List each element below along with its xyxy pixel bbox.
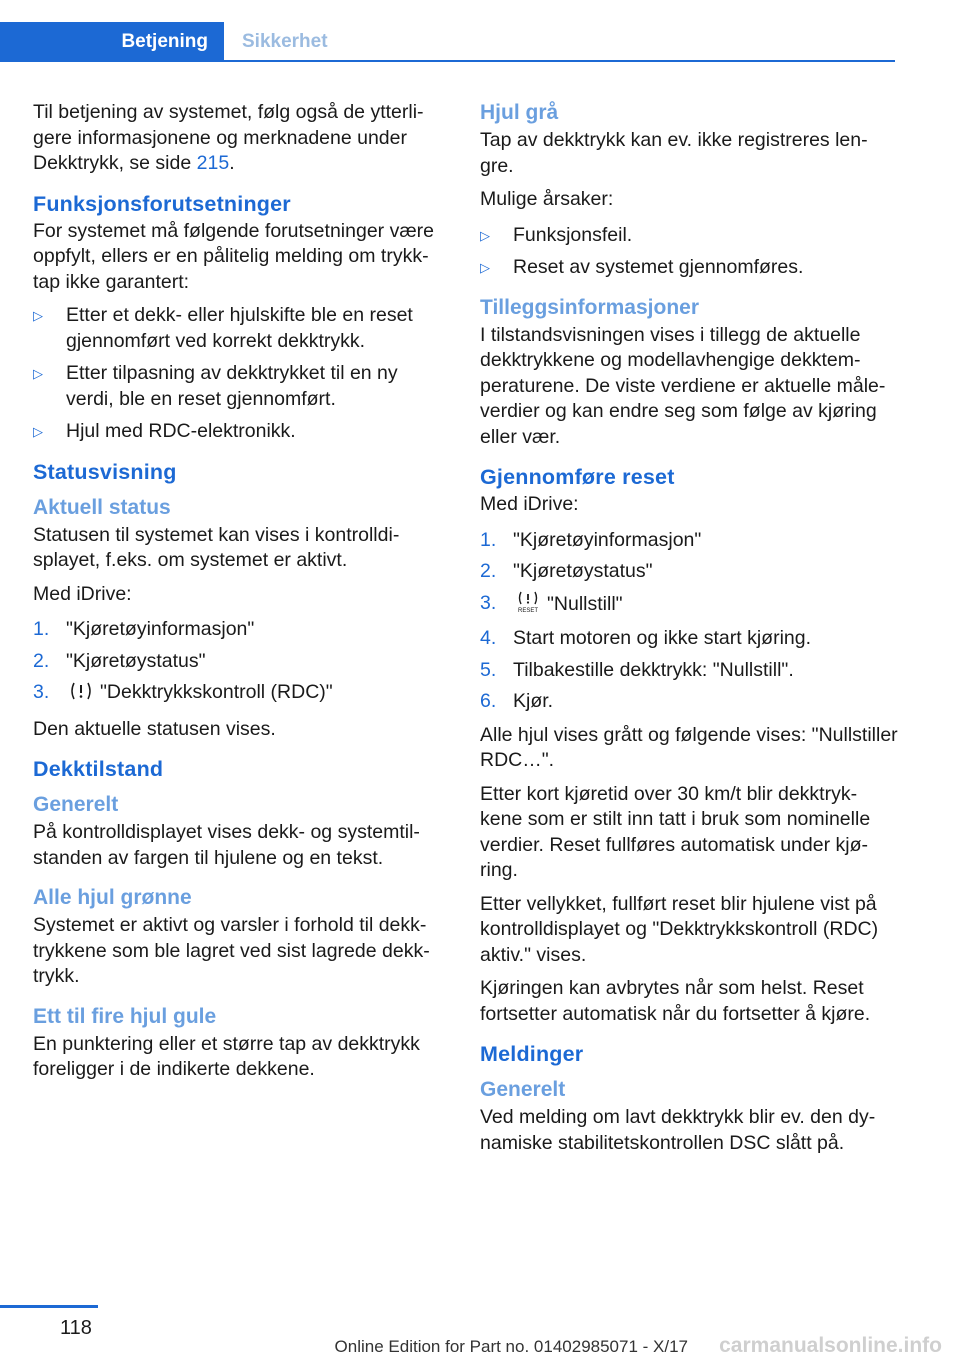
idrive-label: Med iDrive: [33, 582, 132, 605]
reset-icon-label: RESET [517, 607, 539, 613]
bullet-icon: ▷ [33, 424, 43, 439]
step-item: 6. Kjør. [480, 690, 554, 712]
funksjon-text: For systemet må følgende forutsetninger være oppfylt, ellers er en pålitelig melding om trykk‐ tap ikke garantert: [33, 219, 434, 293]
list-item: ▷ Etter et dekk- eller hjulskifte ble en reset gjennomført ved korrekt dekktrykk. [33, 304, 413, 352]
bullet-icon: ▷ [480, 227, 490, 243]
mulige-label: Mulige årsaker: [480, 188, 614, 210]
page-link[interactable]: 215 [196, 152, 230, 174]
heading-statusvisning: Statusvisning [33, 459, 177, 484]
reset-p2: Etter kort kjøretid over 30 km/t blir dekktryk‐ kene som er stilt inn tatt i bruk som nominelle verdier. Reset fullføres automatisk under kjø‐ ring. [480, 782, 871, 881]
gronne-text: Systemet er aktivt og varsler i forhold til dekk‐ trykkene som ble lagret ved sist lagrede dekk‐ trykk. [33, 914, 430, 987]
heading-funksjonsforutsetninger: Funksjonsforutsetninger [33, 191, 291, 216]
step-item: 3. RESET "Nullstill" [480, 591, 898, 621]
header-rule [0, 60, 895, 62]
list-item: ▷ Reset av systemet gjennomføres. [480, 255, 898, 281]
page-number: 118 [60, 1317, 92, 1339]
generelt-text: På kontrolldisplayet vises dekk- og systemtil‐ standen av fargen til hjulene og en tekst. [33, 821, 420, 869]
list-item: ▷ Etter tilpasning av dekktrykket til en ny verdi, ble en reset gjennomført. [33, 362, 398, 410]
heading-meldinger: Meldinger [480, 1042, 584, 1066]
reset-p1: Alle hjul vises grått og følgende vises: "Nullstiller RDC…". [480, 723, 898, 771]
watermark: carmanualsonline.info [719, 1334, 942, 1357]
bullet-icon: ▷ [480, 260, 490, 275]
funksjon-list [33, 303, 445, 445]
list-item: ▷ Funksjonsfeil. [480, 223, 898, 249]
step-item: 4. Start motoren og ikke start kjøring. [480, 627, 812, 649]
header-tabs [0, 22, 895, 62]
heading-aktuell-status: Aktuell status [33, 495, 171, 519]
step-item: 1. "Kjøretøyinformasjon" [480, 528, 702, 551]
idrive-label: Med iDrive: [480, 493, 579, 515]
tab-betjening[interactable]: Betjening [0, 22, 224, 62]
gule-text: En punktering eller et større tap av dekktrykk foreligger i de indikerte dekkene. [33, 1032, 420, 1080]
gra-text: Tap av dekktrykk kan ev. ikke registreres len‐ gre. [480, 129, 868, 177]
heading-tilleggsinformasjoner: Tilleggsinformasjoner [480, 295, 699, 319]
heading-generelt: Generelt [33, 793, 119, 816]
tab-sikkerhet[interactable]: Sikkerhet [242, 31, 328, 52]
tire-reset-icon [515, 591, 541, 621]
right-column [480, 100, 898, 1164]
status-result: Den aktuelle statusen vises. [33, 717, 276, 740]
heading-gjennomfore-reset: Gjennomføre reset [480, 465, 675, 489]
heading-hjul-gra: Hjul grå [480, 101, 559, 124]
gra-list [480, 223, 898, 281]
heading-meldinger-generelt: Generelt [480, 1078, 566, 1101]
bullet-icon: ▷ [33, 366, 43, 381]
heading-hjul-gule: Ett til fire hjul gule [33, 1004, 217, 1028]
reset-p3: Etter vellykket, fullført reset blir hjulene vist på kontrolldisplayet og "Dekktrykkskontroll (RDC) aktiv." vises. [480, 892, 879, 966]
tillegg-text: I tilstandsvisningen vises i tillegg de aktuelle dekktrykkene og modellavhengige dekktem‐ peraturene. De viste verdiene er aktuelle måle‐ verdier og kan endre seg som følge av kjøring eller vær. [480, 323, 886, 448]
step-item: 1. "Kjøretøyinformasjon" [33, 618, 255, 640]
step-item: 2. "Kjøretøystatus" [480, 560, 653, 582]
intro-paragraph [33, 100, 445, 177]
step-item: 5. Tilbakestille dekktrykk: "Nullstill". [480, 658, 794, 681]
intro-text: Til betjening av systemet, følg også de ytterli‐ gere informasjonene og merknadene under Dekktrykk, se side [33, 101, 424, 174]
tire-pressure-icon [68, 681, 94, 709]
aktuell-text: Statusen til systemet kan vises i kontrolldi‐ splayet, f.eks. om systemet er aktivt. [33, 523, 400, 571]
step-item: 3. "Dekktrykkskontroll (RDC)" [33, 680, 445, 709]
intro-end: . [229, 152, 235, 174]
meldinger-text: Ved melding om lavt dekktrykk blir ev. den dy‐ namiske stabilitetskontrollen DSC slått på. [480, 1106, 876, 1154]
left-column [33, 100, 445, 1091]
footer-rule [0, 1305, 98, 1308]
edition-text: Online Edition for Part no. 01402985071 - X/17 [334, 1337, 688, 1356]
reset-p4: Kjøringen kan avbrytes når som helst. Reset fortsetter automatisk når du fortsetter å kjøre. [480, 977, 871, 1025]
step-item: 2. "Kjøretøystatus" [33, 649, 206, 672]
list-item: ▷ Hjul med RDC-elektronikk. [33, 419, 445, 445]
bullet-icon: ▷ [33, 308, 43, 323]
heading-alle-hjul-gronne: Alle hjul grønne [33, 886, 192, 909]
reset-steps [480, 528, 898, 715]
heading-dekktilstand: Dekktilstand [33, 757, 164, 781]
status-steps [33, 617, 445, 709]
